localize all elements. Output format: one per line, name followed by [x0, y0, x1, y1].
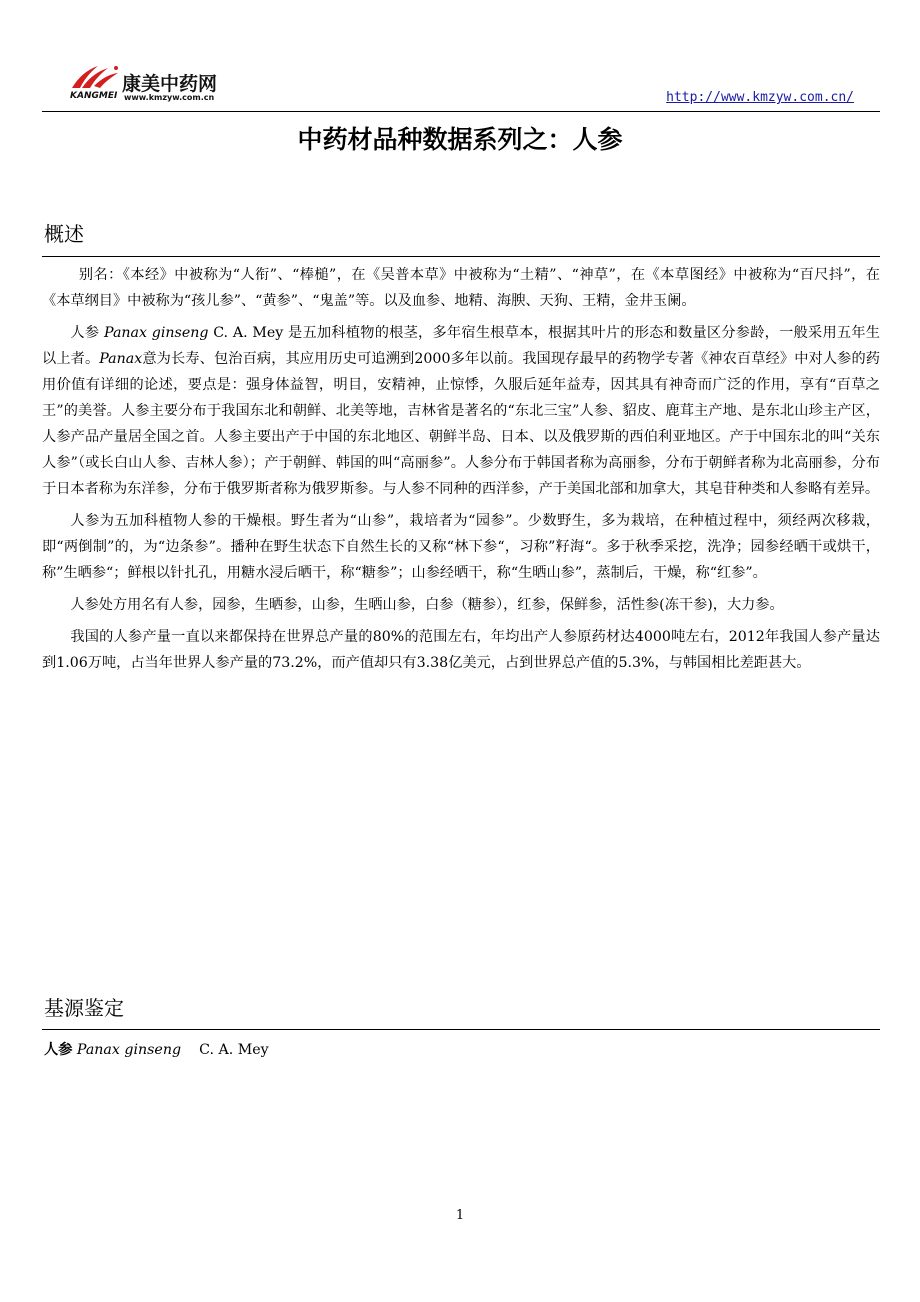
paragraph-description-a: 人参 — [70, 325, 105, 341]
logo-url: www.kmzyw.com.cn — [124, 93, 215, 102]
page-title: 中药材品种数据系列之：人参 — [297, 125, 623, 154]
overview-body — [42, 262, 880, 682]
page-number: 1 — [455, 1208, 465, 1223]
section-divider-overview — [42, 256, 880, 257]
kangmei-logo — [68, 62, 268, 106]
paragraph-prescription-names: 人参处方用名有人参，园参，生晒参，山参，生晒山参，白参（糖参），红参，保鲜参，活性参(冻干参)，大力参。 — [70, 597, 784, 613]
header-divider — [42, 111, 880, 112]
section-heading-overview: 概述 — [44, 222, 84, 246]
site-link[interactable]: http://www.kmzyw.com.cn/ — [666, 90, 854, 105]
paragraph-production: 我国的人参产量一直以来都保持在世界总产量的80%的范围左右，年均出产人参原药材达4000吨左右，2012年我国人参产量达到1.06万吨，占当年世界人参产量的73.2%，而产值却只有3.38亿美元，占到世界总产值的5.3%，与韩国相比差距甚大。 — [42, 629, 880, 671]
paragraph-aliases: 别名：《本经》中被称为“人衔”、“棒槌”，在《吴普本草》中被称为“土精”、“神草”，在《本草图经》中被称为“百尺抖”，在《本草纲目》中被称为“孩儿参”、“黄参”、“鬼盖”等。以及血参、地精、海腴、天狗、王精，金井玉阑。 — [42, 267, 880, 309]
paragraph-description-b: C. A. Mey 是五加科植物的根茎，多年宿生根草本，根据其叶片的形态和数量区分参龄，一般采用五年生以上者。 — [42, 325, 880, 367]
species-sci-name: Panax ginseng — [76, 1042, 182, 1058]
paragraph-description — [42, 320, 880, 502]
page-header — [42, 62, 880, 112]
latin-genus: Panax — [99, 351, 143, 367]
logo-brand-en: KANGMEI — [70, 91, 118, 101]
section-divider-identification — [42, 1029, 880, 1030]
paragraph-description-c: 意为长寿、包治百病，其应用历史可追溯到2000多年以前。我国现存最早的药物学专著《神农百草经》中对人参的药用价值有详细的论述，要点是：强身体益智，明目，安精神，止惊悸，久服后延年益寿，因其具有神奇而广泛的作用，享有“百草之王”的美誉。人参主要分布于我国东北和朝鲜、北美等地，吉林省是著名的“东北三宝”人参、貂皮、鹿茸主产地、是东北山珍主产区，人参产品产量居全国之首。人参主要出产于中国的东北地区、朝鲜半岛、日本、以及俄罗斯的西伯利亚地区。产于中国东北的叫“关东人参”（或长白山人参、吉林人参）；产于朝鲜、韩国的叫“高丽参”。人参分布于韩国者称为高丽参，分布于朝鲜者称为北高丽参，分布于日本者称为东洋参，分布于俄罗斯者称为俄罗斯参。与人参不同种的西洋参，产于美国北部和加拿大，其皂苷种类和人参略有差异。 — [42, 351, 880, 497]
species-line — [44, 1039, 269, 1059]
species-author: C. A. Mey — [199, 1042, 269, 1058]
kangmei-logo-icon — [68, 64, 120, 92]
section-heading-identification: 基源鉴定 — [44, 996, 124, 1020]
logo-brand-cn: 康美中药网 — [122, 73, 218, 95]
latin-name: Panax ginseng — [104, 325, 209, 341]
paragraph-processing: 人参为五加科植物人参的干燥根。野生者为“山参”，栽培者为“园参”。少数野生，多为栽培，在种植过程中，须经两次移栽，即“两倒制”的，为“边条参”。播种在野生状态下自然生长的又称“林下参“，习称”籽海“。多于秋季采挖，洗净；园参经晒干或烘干，称”生晒参“；鲜根以针扎孔，用糖水浸后晒干，称“糖参”；山参经晒干，称“生晒山参”，蒸制后，干燥，称“红参”。 — [42, 513, 880, 581]
species-cn-name: 人参 — [44, 1042, 73, 1058]
